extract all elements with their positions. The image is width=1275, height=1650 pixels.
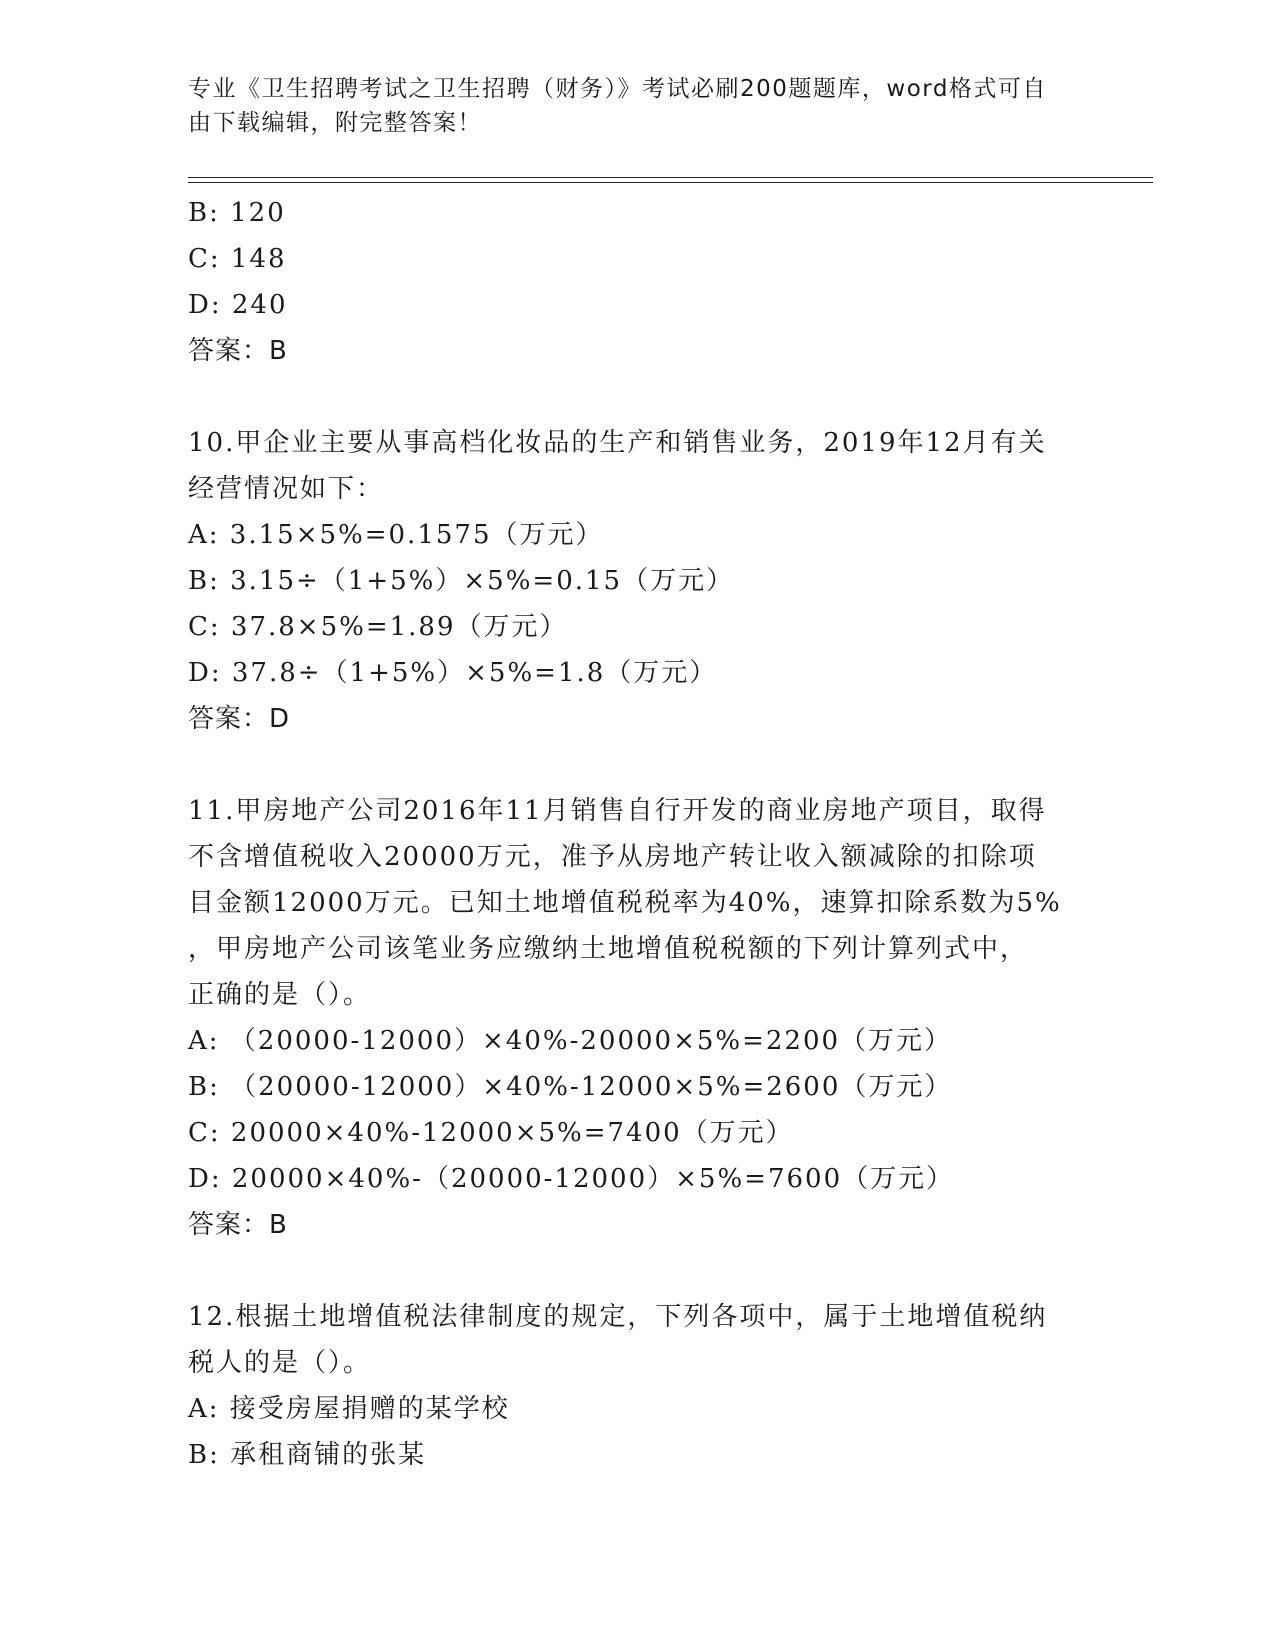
page-header [188, 72, 1088, 140]
question-stem: 11.甲房地产公司2016年11月销售自行开发的商业房地产项目，取得 [188, 796, 1047, 826]
question-stem: 正确的是（）。 [188, 980, 372, 1010]
header-title-line-2: 由下载编辑，附完整答案！ [188, 110, 482, 136]
option-c: C: 148 [188, 244, 287, 274]
header-divider-bottom [188, 182, 1153, 183]
question-stem: 经营情况如下： [188, 474, 385, 504]
spacer [188, 374, 1088, 420]
option-c: C: 20000×40%-12000×5%=7400（万元） [188, 1118, 794, 1148]
question-12 [188, 1294, 1088, 1478]
header-divider-top [188, 177, 1153, 178]
answer: 答案：B [188, 336, 288, 366]
question-11 [188, 788, 1088, 1248]
answer: 答案：D [188, 704, 291, 734]
option-d: D: 37.8÷（1+5%）×5%=1.8（万元） [188, 658, 718, 688]
question-9 [188, 190, 1088, 374]
option-a: A: 3.15×5%=0.1575（万元） [188, 520, 604, 550]
question-stem: 目金额12000万元。已知土地增值税税率为40%，速算扣除系数为5% [188, 888, 1062, 918]
option-b: B: 120 [188, 198, 286, 228]
option-b: B: 3.15÷（1+5%）×5%=0.15（万元） [188, 566, 735, 596]
option-a: A: 接受房屋捐赠的某学校 [188, 1394, 510, 1424]
option-c: C: 37.8×5%=1.89（万元） [188, 612, 568, 642]
question-stem: 10.甲企业主要从事高档化妆品的生产和销售业务，2019年12月有关 [188, 428, 1047, 458]
header-title-line-1: 专业《卫生招聘考试之卫生招聘（财务）》考试必刷200题题库，word格式可自 [188, 76, 1047, 102]
option-b: B: （20000-12000）×40%-12000×5%=2600（万元） [188, 1072, 953, 1102]
question-stem: 税人的是（）。 [188, 1348, 372, 1378]
spacer [188, 1248, 1088, 1294]
option-b: B: 承租商铺的张某 [188, 1440, 427, 1470]
spacer [188, 742, 1088, 788]
question-stem: 12.根据土地增值税法律制度的规定，下列各项中，属于土地增值税纳 [188, 1302, 1048, 1332]
option-d: D: 240 [188, 290, 288, 320]
question-stem: 不含增值税收入20000万元，准予从房地产转让收入额减除的扣除项 [188, 842, 1037, 872]
question-content [188, 190, 1088, 1478]
question-stem: ，甲房地产公司该笔业务应缴纳土地增值税税额的下列计算列式中， [188, 934, 1029, 964]
option-d: D: 20000×40%-（20000-12000）×5%=7600（万元） [188, 1164, 955, 1194]
question-10 [188, 420, 1088, 742]
option-a: A: （20000-12000）×40%-20000×5%=2200（万元） [188, 1026, 953, 1056]
answer: 答案：B [188, 1210, 288, 1240]
